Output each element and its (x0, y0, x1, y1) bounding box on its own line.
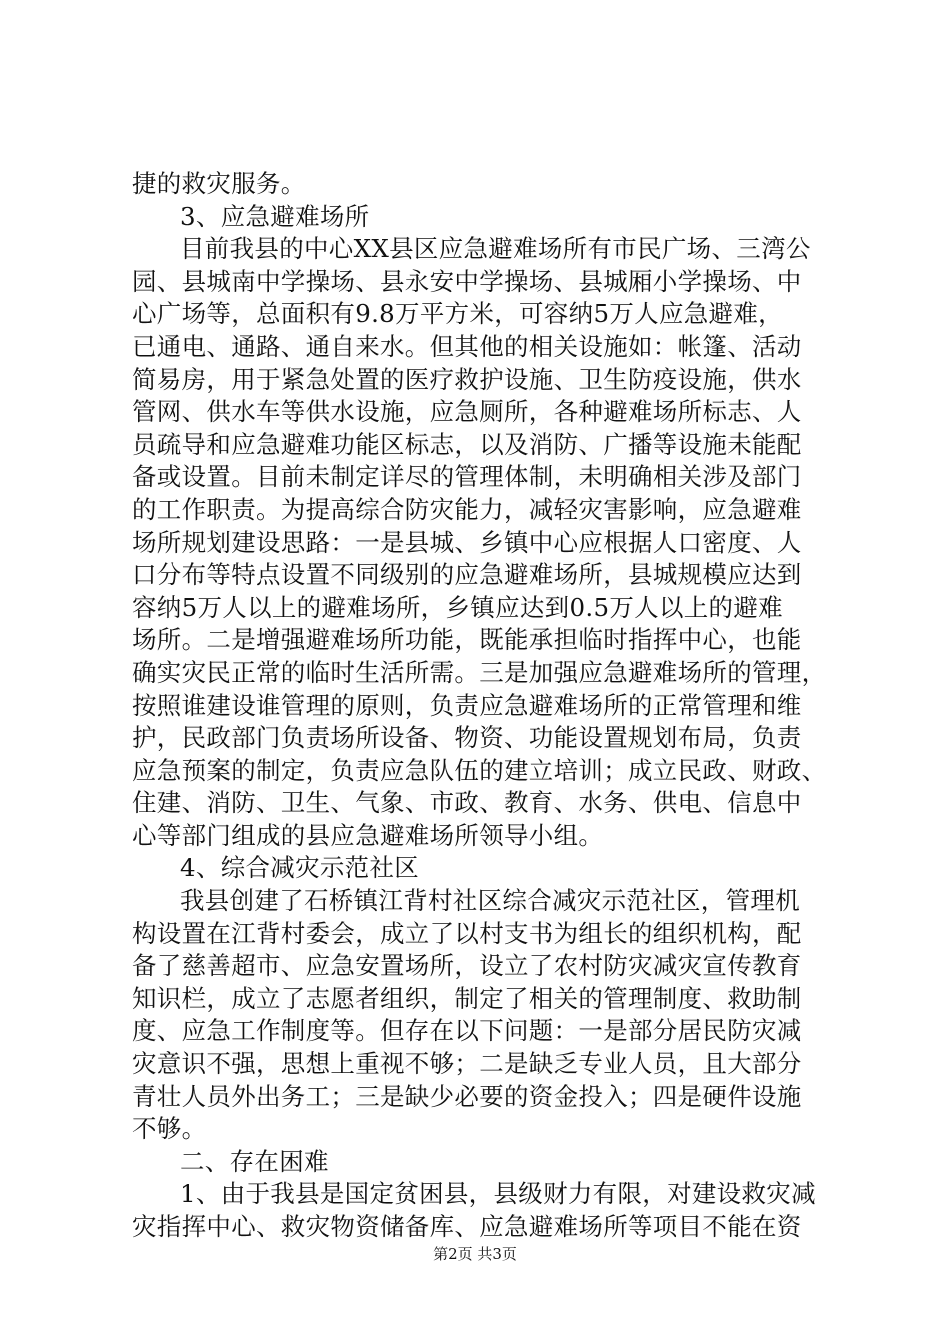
text-line: 构设置在江背村委会，成立了以村支书为组长的组织机构，配 (132, 918, 802, 948)
text-line: 知识栏，成立了志愿者组织，制定了相关的管理制度、救助制 (132, 983, 802, 1013)
document-body (132, 168, 827, 1244)
text-line: 确实灾民正常的临时生活所需。三是加强应急避难场所的管理， (132, 657, 827, 687)
text-line: 灾指挥中心、救灾物资储备库、应急避难场所等项目不能在资 (132, 1212, 802, 1241)
text-line: 我县创建了石桥镇江背村社区综合减灾示范社区，管理机 (180, 886, 800, 916)
text-line: 青壮人员外出务工；三是缺少必要的资金投入；四是硬件设施 (132, 1081, 802, 1111)
text-line: 护，民政部门负责场所设备、物资、功能设置规划布局，负责 (132, 723, 802, 753)
text-line: 心广场等，总面积有9.8万平方米，可容纳5万人应急避难， (132, 299, 783, 329)
text-line: 住建、消防、卫生、气象、市政、教育、水务、供电、信息中 (132, 788, 802, 818)
text-line: 捷的救灾服务。 (132, 169, 306, 198)
page-number-footer: 第2页 共3页 (433, 1245, 517, 1263)
text-line: 员疏导和应急避难功能区标志，以及消防、广播等设施未能配 (132, 429, 802, 459)
text-line: 心等部门组成的县应急避难场所领导小组。 (132, 820, 604, 850)
text-line: 不够。 (132, 1114, 207, 1144)
text-line: 口分布等特点设置不同级别的应急避难场所，县城规模应达到 (132, 560, 802, 590)
text-line: 度、应急工作制度等。但存在以下问题：一是部分居民防灾减 (132, 1016, 802, 1046)
text-line: 1、由于我县是国定贫困县，县级财力有限，对建设救灾减 (180, 1179, 816, 1209)
text-line: 管网、供水车等供水设施，应急厕所，各种避难场所标志、人 (132, 397, 802, 427)
text-line: 目前我县的中心XX县区应急避难场所有市民广场、三湾公 (180, 234, 811, 264)
text-line: 按照谁建设谁管理的原则，负责应急避难场所的正常管理和维 (132, 690, 802, 720)
text-line: 4、综合减灾示范社区 (180, 853, 420, 883)
text-line: 场所。二是增强避难场所功能，既能承担临时指挥中心，也能 (132, 625, 802, 655)
text-line: 容纳5万人以上的避难场所，乡镇应达到0.5万人以上的避难 (132, 592, 783, 622)
text-line: 3、应急避难场所 (180, 201, 370, 231)
text-line: 应急预案的制定，负责应急队伍的建立培训；成立民政、财政、 (132, 755, 827, 785)
text-line: 已通电、通路、通自来水。但其他的相关设施如：帐篷、活动 (132, 331, 802, 361)
text-line: 园、县城南中学操场、县永安中学操场、县城厢小学操场、中 (132, 266, 802, 296)
text-line: 备了慈善超市、应急安置场所，设立了农村防灾减灾宣传教育 (132, 951, 802, 981)
text-line: 二、存在困难 (180, 1146, 329, 1176)
text-line: 的工作职责。为提高综合防灾能力，减轻灾害影响，应急避难 (132, 494, 802, 524)
text-line: 简易房，用于紧急处置的医疗救护设施、卫生防疫设施，供水 (132, 364, 802, 394)
text-line: 场所规划建设思路：一是县城、乡镇中心应根据人口密度、人 (132, 527, 802, 557)
text-line: 灾意识不强，思想上重视不够；二是缺乏专业人员，且大部分 (132, 1049, 802, 1079)
text-line: 备或设置。目前未制定详尽的管理体制，未明确相关涉及部门 (132, 462, 802, 492)
